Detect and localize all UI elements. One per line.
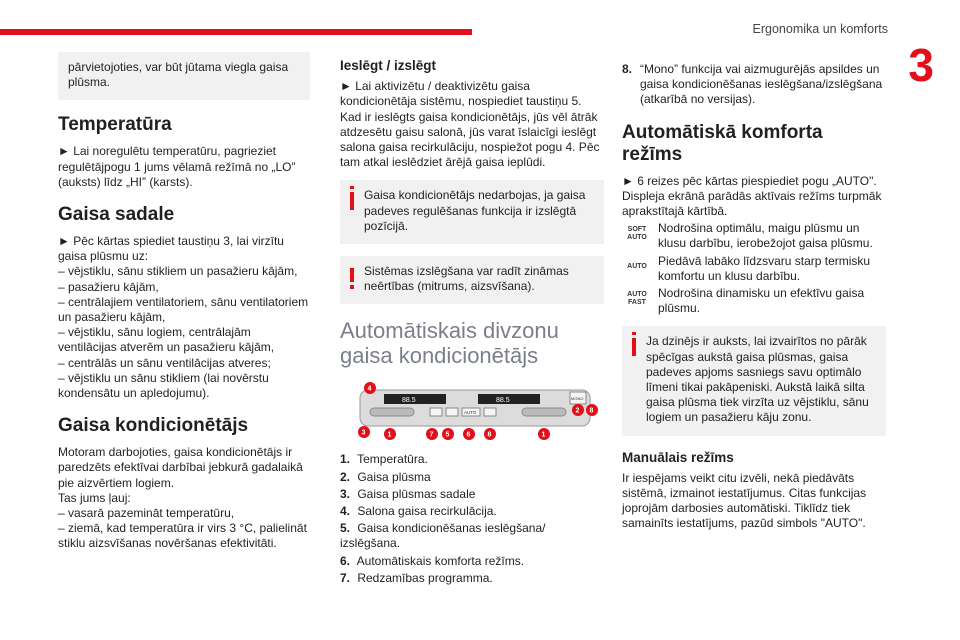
header-accent-bar	[0, 29, 472, 35]
warning-note	[340, 256, 604, 304]
warning-icon	[350, 268, 354, 282]
manual-mode-text: Ir iespējams veikt citu izvēli, nekā piedāvāts sistēmā, izmainot iestatījumus. Citas funkcijas joprojām darbosies automātiski. Tiklīdz tiek samainīts iestatījums, pazūd simbols "AUTO".	[622, 470, 867, 531]
panel-button	[484, 408, 496, 416]
list-number: 8.	[622, 62, 633, 76]
list-item: – centrālajiem ventilatoriem, sānu ventilatoriem un pasažieru kājām,	[58, 294, 309, 325]
info-note-text: Gaisa kondicionētājs nedarbojas, ja gaisa padeves regulēšanas funkcija ir izslēgtā pozīcijā.	[364, 188, 586, 233]
list-number: 3.	[340, 486, 351, 501]
chapter-number: 3	[908, 39, 934, 91]
column-1	[58, 52, 310, 552]
section-title: Automātiskais divzonu gaisa kondicionētājs	[340, 318, 559, 369]
temperature-text: ► Lai noregulētu temperatūru, pagrieziet regulētājpogu 1 jums vēlamā režīmā no „LO” (auksts) līdz „HI” (karsts).	[58, 144, 296, 189]
callout-label: 8	[589, 407, 594, 415]
list-number: 6.	[340, 553, 351, 568]
mode-description: Nodrošina dinamisku un efektīvu gaisa plūsmu.	[658, 286, 865, 316]
air-distribution-text: ► Pēc kārtas spiediet taustiņu 3, lai virzītu gaisa plūsmu uz:	[58, 234, 284, 264]
auto-comfort-heading: Automātiskā komforta režīms	[622, 121, 823, 165]
list-number: 4.	[340, 504, 351, 519]
auto-fast-icon: AUTO FAST	[627, 291, 647, 307]
mode-soft-auto	[622, 221, 886, 251]
column-3	[622, 52, 886, 538]
air-distribution-list	[58, 264, 310, 401]
list-item: – ziemā, kad temperatūra ir virs 3 °C, palielināt stiklu aizsvīšanas novēršanas efektivitāti.	[58, 521, 307, 551]
manual-mode-heading: Manuālais režīms	[622, 449, 734, 465]
list-item: – vasarā pazemināt temperatūru,	[58, 506, 235, 521]
info-note	[340, 180, 604, 244]
callout-label: 2	[575, 407, 580, 415]
mode-auto-fast	[622, 286, 886, 316]
right-slider	[522, 408, 566, 416]
callout-label: 5	[445, 431, 450, 439]
list-text: Redzamības programma.	[357, 570, 493, 585]
list-item	[340, 571, 604, 586]
list-item: – vējstiklu un sānu stikliem (lai novērstu kondensātu un apledojumu).	[58, 370, 269, 401]
list-number: 5.	[340, 521, 351, 536]
callout-label: 1	[387, 431, 392, 439]
panel-drawing	[350, 382, 600, 442]
list-item	[340, 487, 604, 502]
list-text: Gaisa plūsmas sadale	[357, 486, 476, 501]
right-temp: 88.5	[496, 397, 510, 405]
list-item: – vējstiklu, sānu logiem, centrālajām ventilācijas atverēm un pasažieru kājām,	[58, 325, 275, 355]
left-temp: 88.5	[402, 397, 416, 405]
list-number: 7.	[340, 570, 351, 585]
callout-label: 4	[367, 385, 372, 393]
continued-note-text: pārvietojoties, var būt jūtama viegla gaisa plūsma.	[68, 60, 289, 90]
callout-label: 6	[466, 431, 471, 439]
list-text: Temperatūra.	[357, 452, 428, 467]
warning-note-text: Sistēmas izslēgšana var radīt zināmas neērtības (mitrums, aizsvīšana).	[364, 264, 569, 294]
air-distribution-heading: Gaisa sadale	[58, 204, 175, 226]
list-number: 2.	[340, 469, 351, 484]
callout-label: 3	[361, 429, 366, 437]
column-2	[340, 52, 604, 588]
mode-auto	[622, 254, 886, 284]
list-text: Gaisa kondicionēšanas ieslēgšana/ izslēgšana.	[340, 521, 546, 551]
list-item	[340, 470, 604, 485]
list-item	[622, 62, 886, 108]
air-conditioning-heading: Gaisa kondicionētājs	[58, 415, 249, 437]
panel-button	[430, 408, 442, 416]
callout-label: 7	[429, 431, 434, 439]
info-note-text: Ja dzinējs ir auksts, lai izvairītos no pārāk spēcīgas aukstā gaisa plūsmas, gaisa padeves apjoms sasniegs savu optimālo līmeni tikai pakāpeniski. Aukstā laikā silta gaisa plūsma tiek virzīta uz vējstiklu, sānu logiem un pasažieru kāju zonu.	[646, 334, 869, 425]
callout-label: 1	[541, 431, 546, 439]
air-conditioning-text: Motoram darbojoties, gaisa kondicionētājs ir paredzēts efektīvai darbībai jebkurā gadalaikā pie aizvērtiem logiem.	[58, 445, 303, 490]
left-slider	[370, 408, 414, 416]
on-off-heading: Ieslēgt / izslēgt	[340, 58, 437, 73]
mode-description: Nodrošina optimālu, maigu plūsmu un klusu darbību, ierobežojot gaisa plūsmu.	[658, 221, 873, 251]
on-off-text: ► Lai aktivizētu / deaktivizētu gaisa kondicionētāja sistēmu, nospiediet taustiņu 5. Kad ir ieslēgts gaisa kondicionētājs, jūs vēl ātrāk atdzesētu gaisu salonā, jūs varat īslaicīgi ieslēgt salona gaisa recirkulāciju, nospiežot pogu 4. Pēc tam atkal ieslēdziet ārējā gaisa ieplūdi.	[340, 79, 600, 170]
temperature-heading: Temperatūra	[58, 114, 172, 136]
list-text: Gaisa plūsma	[357, 469, 431, 484]
list-number: 1.	[340, 452, 351, 467]
list-text: “Mono” funkcija vai aizmugurējās apsildes un gaisa kondicionēšanas ieslēgšana/izslēgšana (atkarībā no versijas).	[640, 62, 883, 107]
list-text: Automātiskais komforta režīms.	[356, 553, 525, 568]
list-item	[340, 504, 604, 519]
callout-label: 8	[487, 431, 492, 439]
mode-description: Piedāvā labāko līdzsvaru starp termisku komfortu un klusu darbību.	[658, 253, 871, 283]
continued-note	[58, 52, 310, 100]
list-item: – centrālās un sānu ventilācijas atveres;	[58, 355, 271, 370]
soft-auto-icon: SOFT AUTO	[627, 226, 647, 242]
list-item	[340, 554, 604, 569]
page-header-title: Ergonomika un komforts	[752, 22, 888, 36]
auto-button-label: AUTO	[464, 410, 477, 416]
list-item	[340, 452, 604, 467]
list-text: Salona gaisa recirkulācija.	[357, 504, 497, 519]
legend-list	[340, 452, 604, 586]
info-icon	[632, 338, 636, 356]
list-item: – vējstiklu, sānu stikliem un pasažieru kājām,	[58, 264, 298, 279]
info-icon	[350, 192, 354, 210]
auto-icon: AUTO	[627, 262, 647, 270]
auto-comfort-text: ► 6 reizes pēc kārtas piespiediet pogu „AUTO". Displeja ekrānā parādās aktīvais režīms turpmāk aprakstītajā kārtībā.	[622, 173, 882, 219]
list-item	[340, 521, 604, 551]
mono-button-label: MONO	[571, 396, 584, 402]
climate-control-panel-illustration	[350, 382, 600, 442]
air-conditioning-lead: Tas jums ļauj:	[58, 490, 131, 505]
list-item: – pasažieru kājām,	[58, 279, 159, 294]
info-note	[622, 326, 886, 435]
panel-button	[446, 408, 458, 416]
